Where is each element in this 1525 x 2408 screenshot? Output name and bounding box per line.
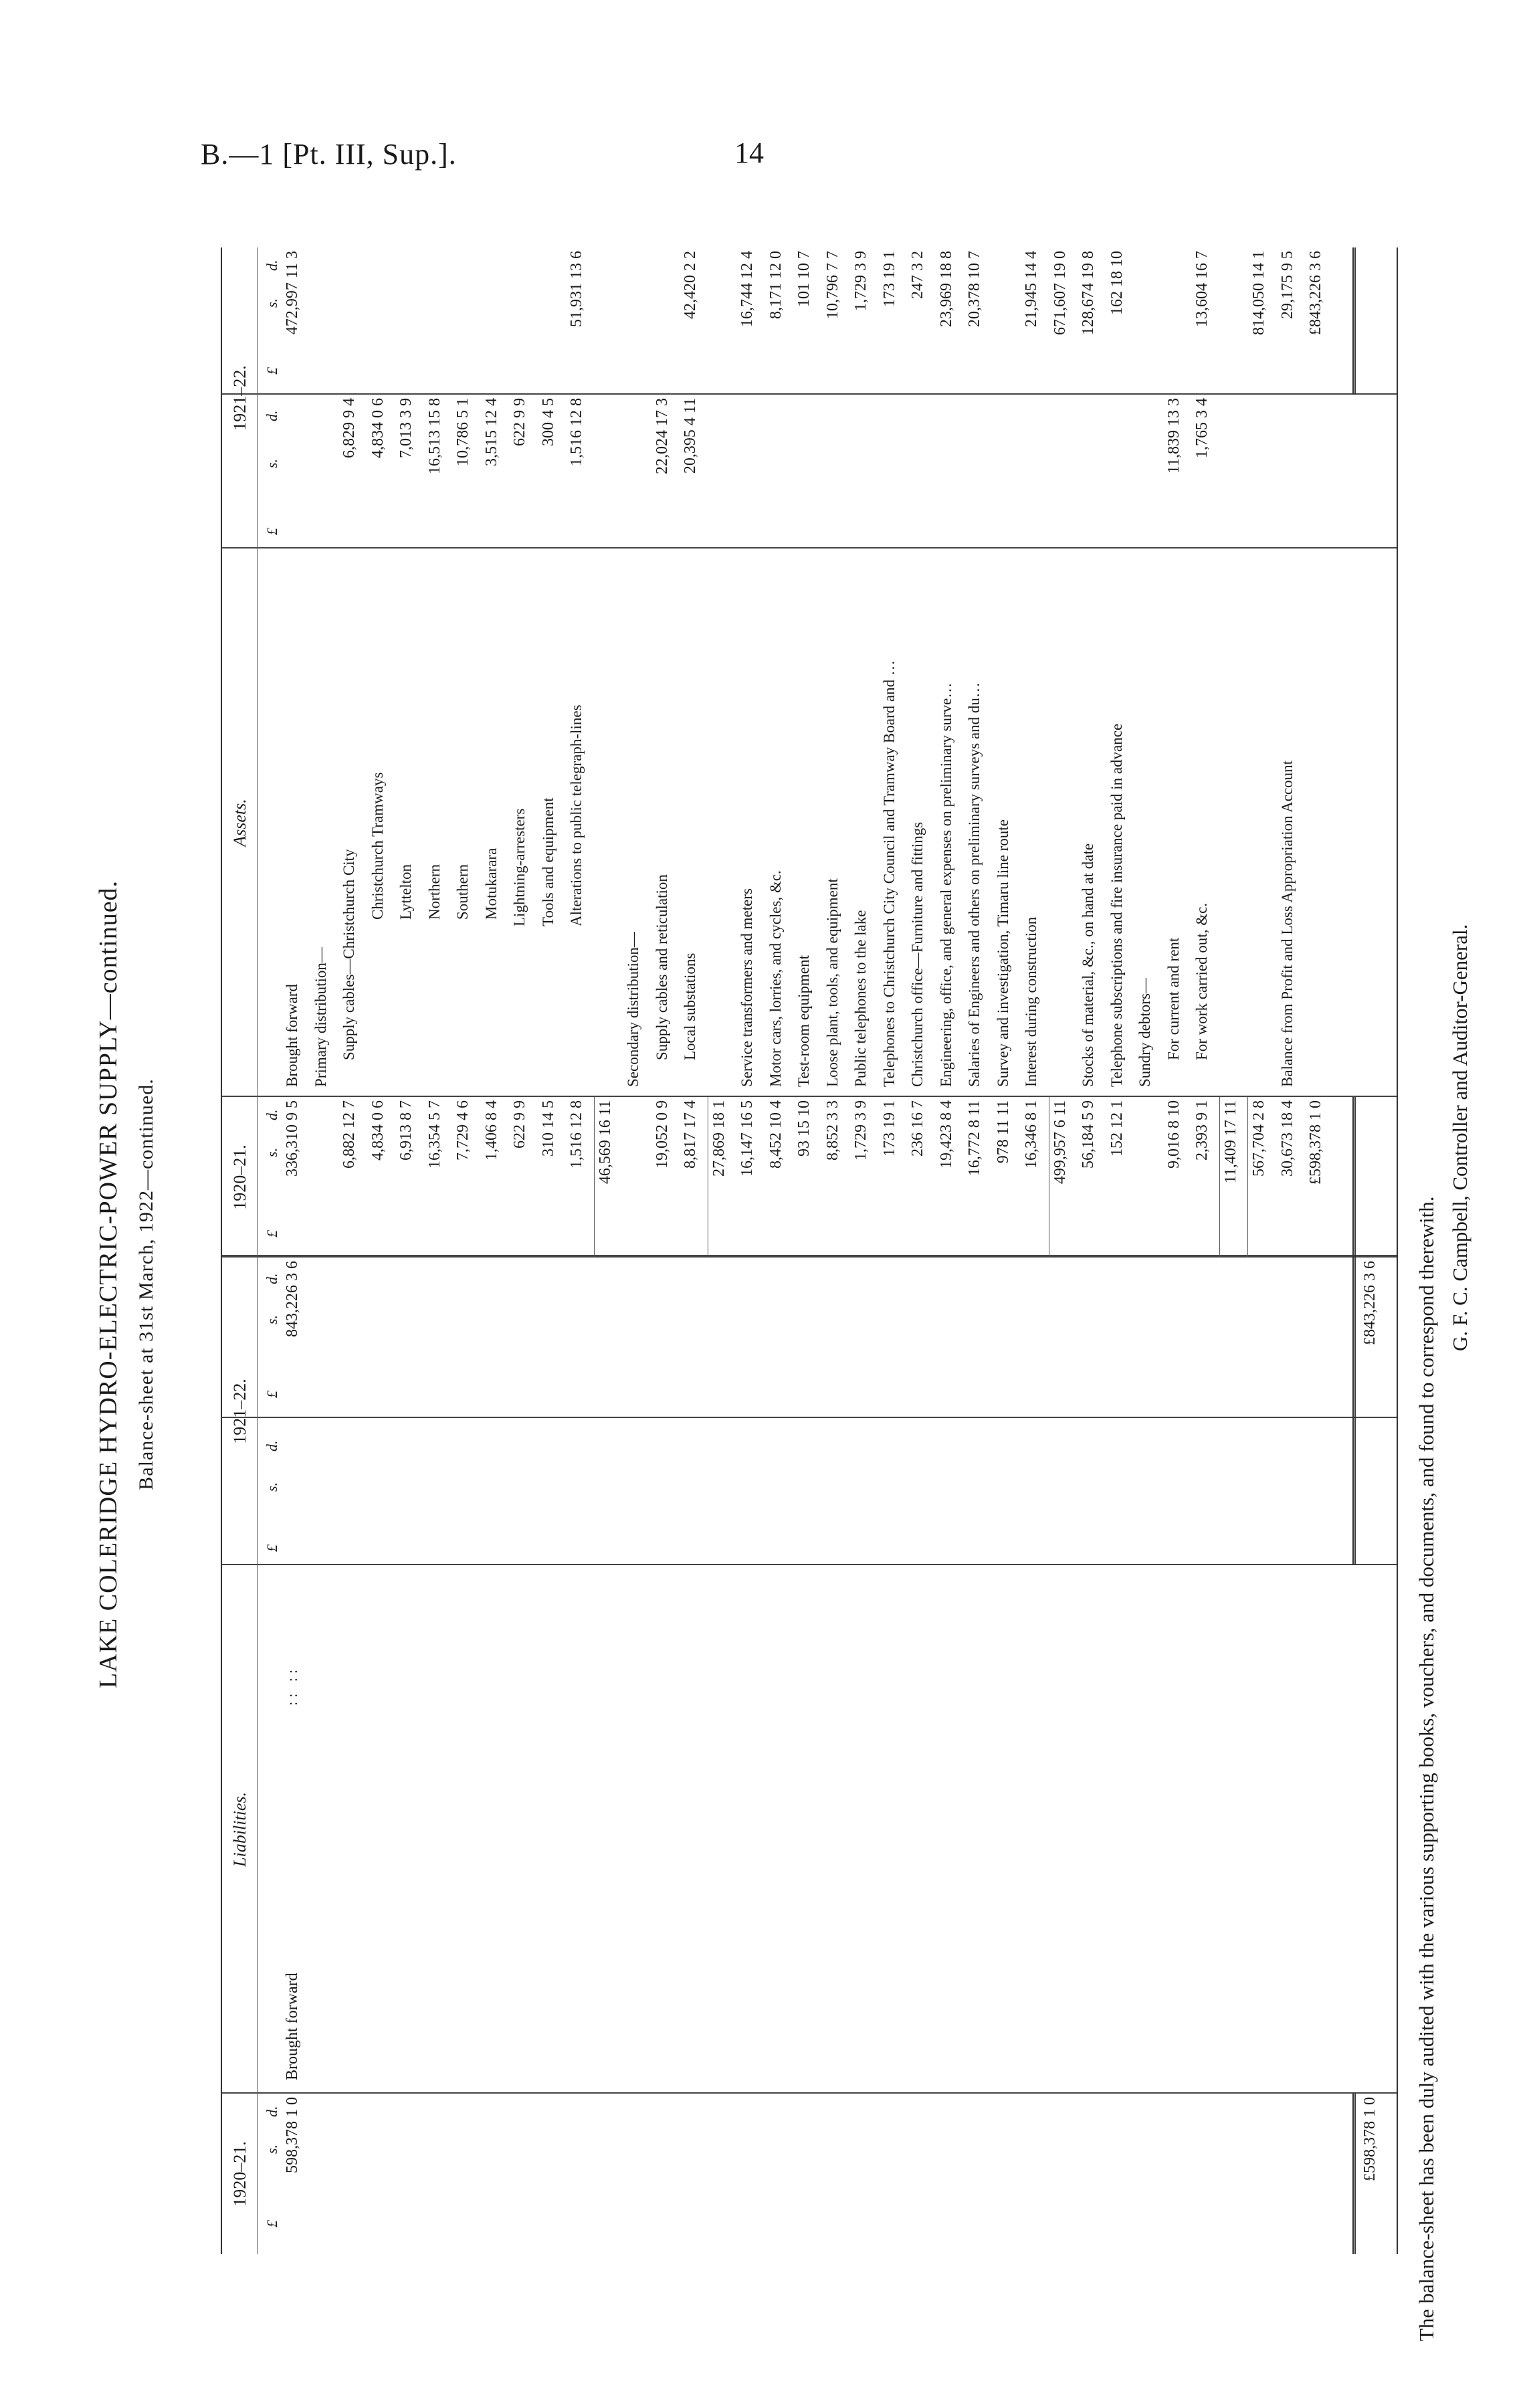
asset-row-label: Test-room equipment [795,955,812,1087]
asset-value-1921: 247 3 2 [909,251,926,299]
total-rule [1352,2094,1356,2254]
asset-value-1920: 9,016 8 10 [1164,1100,1183,1169]
page-header-ref: B.—1 [Pt. III, Sup.]. [201,138,457,171]
asset-value-1920: 16,346 8 1 [1023,1100,1040,1169]
asset-value-1920: 6,882 12 7 [340,1100,358,1169]
unit-pound: £ [264,367,280,375]
asset-value-1920: 11,409 17 11 [1221,1100,1239,1184]
asset-value-1921: 29,175 9 5 [1278,251,1296,319]
unit-shilling: s. [264,1482,280,1492]
asset-subvalue-1921: 6,829 9 4 [340,398,358,458]
asset-value-1921: 101 10 7 [795,251,813,307]
rotated-balance-sheet [80,214,1485,2354]
asset-value-1920: 336,310 9 5 [284,1100,301,1177]
asset-value-1920: 1,729 3 9 [852,1100,870,1161]
asset-value-1921: 128,674 19 8 [1080,251,1097,335]
asset-value-1921: 671,607 19 0 [1051,251,1069,335]
asset-row-label: Alterations to public telegraph-lines [568,704,585,926]
asset-value-1920: 19,423 8 4 [937,1100,955,1169]
asset-value-1920: 236 16 7 [909,1100,926,1157]
asset-row-label: Northern [425,864,443,920]
asset-row-label: Telephone subscriptions and fire insurance paid in advance [1108,723,1125,1087]
unit-pound: £ [264,1544,280,1552]
assets-1921-heading: 1921–22. [230,365,249,431]
liab-1920-heading: 1920–21. [230,2141,249,2207]
asset-value-1921: £843,226 3 6 [1307,251,1324,335]
asset-subvalue-1921: 16,513 15 8 [425,398,443,474]
liab-bf-1921: 843,226 3 6 [284,1261,301,1337]
asset-row-label: Lightning-arresters [511,808,528,926]
asset-row-label: Engineering, office, and general expenses on preliminary surve… [937,682,954,1087]
subtotal-rule [1219,1097,1220,1258]
unit-pence: d. [264,1440,280,1451]
asset-row-label: Primary distribution— [312,947,329,1087]
asset-value-1921: 51,931 13 6 [568,251,585,327]
page-number: 14 [734,136,764,169]
asset-value-1920: 16,147 16 5 [738,1100,756,1177]
header-rule [257,247,258,2254]
asset-subvalue-1921: 11,839 13 3 [1164,398,1183,474]
asset-value-1920: 8,452 10 4 [767,1100,785,1169]
asset-value-1920: 7,729 4 6 [454,1100,472,1161]
asset-row-label: Loose plant, tools, and equipment [823,878,841,1087]
balance-table [221,247,1398,2254]
asset-row-label: Balance from Profit and Loss Appropriation Account [1278,760,1296,1087]
asset-row-label: Salaries of Engineers and others on preliminary surveys and du… [966,682,983,1087]
asset-row-label: Lyttelton [397,864,414,920]
asset-subvalue-1921: 7,013 3 9 [397,398,415,458]
asset-value-1921: 162 18 10 [1108,251,1126,315]
asset-row-label: Supply cables—Christchurch City [340,849,357,1060]
asset-row-label: For work carried out, &c. [1193,902,1210,1060]
unit-pence: d. [264,1273,280,1284]
asset-value-1920: 152 12 1 [1108,1100,1126,1157]
asset-value-1921: 814,050 14 1 [1250,251,1267,335]
unit-pound: £ [264,1230,280,1237]
asset-value-1920: 16,354 5 7 [425,1100,443,1169]
asset-value-1920: 56,184 5 9 [1080,1100,1097,1169]
asset-row-label: Secondary distribution— [625,932,641,1087]
asset-row-label: Local substations [682,952,698,1060]
asset-row-label: Sundry debtors— [1136,978,1153,1087]
col-divider [222,1564,1397,1565]
asset-subvalue-1921: 22,024 17 3 [653,398,671,474]
col-divider [222,2092,1397,2094]
unit-pence: d. [264,2106,280,2117]
asset-value-1921: 1,729 3 9 [852,251,870,311]
asset-subvalue-1921: 3,515 12 4 [482,398,500,466]
asset-value-1921: 472,997 11 3 [284,251,301,335]
asset-value-1920: 4,834 0 6 [369,1100,387,1161]
asset-row-label: Stocks of material, &c., on hand at date [1080,843,1096,1087]
document-subtitle: Balance-sheet at 31st March, 1922—continued. [135,1078,157,1490]
asset-row-label: Motor cars, lorries, and cycles, &c. [767,870,784,1087]
asset-value-1920: 30,673 18 4 [1278,1100,1296,1177]
asset-value-1921: 13,604 16 7 [1193,251,1211,327]
asset-value-1920: 8,817 17 4 [682,1100,699,1169]
asset-row-label: Survey and investigation, Timaru line route [994,819,1011,1087]
asset-value-1920: 567,704 2 8 [1250,1100,1267,1177]
asset-row-label: Telephones to Christchurch City Council and Tramway Board and … [880,660,898,1087]
subtotal-rule [594,1097,595,1258]
asset-value-1921: 42,420 2 2 [682,251,699,319]
col-divider [222,1417,1397,1418]
total-rule [1352,1258,1356,1565]
unit-pound: £ [264,2220,280,2227]
asset-value-1920: 8,852 3 3 [823,1100,841,1161]
liab-bf-1920: 598,378 1 0 [284,2097,301,2173]
asset-value-1921: 173 19 1 [880,251,898,307]
asset-row-label: Service transformers and meters [738,888,755,1087]
unit-shilling: s. [264,458,280,468]
asset-value-1920: 1,406 8 4 [482,1100,500,1161]
asset-value-1920: 6,913 8 7 [397,1100,415,1161]
unit-pence: d. [264,1109,280,1120]
asset-row-label: Christchurch office—Furniture and fittings [909,821,926,1087]
unit-shilling: s. [264,1147,280,1157]
asset-value-1921: 23,969 18 8 [937,251,955,327]
asset-value-1920: 310 14 5 [539,1100,557,1157]
asset-subvalue-1921: 1,516 12 8 [568,398,585,466]
col-divider [222,1096,1397,1097]
audit-note: The balance-sheet has been duly audited with the various supporting books, vouchers, and documents, and found to correspond therewith. [1415,1196,1438,2341]
unit-pence: d. [264,260,280,271]
asset-subvalue-1921: 622 9 9 [511,398,528,446]
asset-row-label: Southern [454,864,471,920]
assets-1920-heading: 1920–21. [230,1144,249,1210]
asset-subvalue-1921: 4,834 0 6 [369,398,387,458]
leader-dots: :: :: [284,1666,300,1706]
asset-row-label: Brought forward [284,984,300,1087]
unit-pound: £ [264,1391,280,1398]
asset-value-1920: 622 9 9 [511,1100,528,1148]
total-rule [1352,1097,1356,1258]
unit-shilling: s. [264,1314,280,1324]
asset-value-1920: 1,516 12 8 [568,1100,585,1169]
assets-heading: Assets. [230,799,249,847]
asset-value-1921: 16,744 12 4 [738,251,756,327]
asset-value-1920: 2,393 9 1 [1193,1100,1211,1161]
document-title: LAKE COLERIDGE HYDRO-ELECTRIC-POWER SUPPLY—continued. [94,880,122,1689]
asset-row-label: For current and rent [1164,937,1182,1060]
asset-value-1920: 19,052 0 9 [653,1100,671,1169]
total-rule [1352,247,1356,395]
asset-value-1920: 27,869 18 1 [710,1100,728,1177]
subtotal-rule [1247,1097,1248,1258]
liab-total-1920: £598,378 1 0 [1361,2097,1379,2181]
asset-value-1920: 978 11 11 [994,1100,1012,1164]
asset-value-1920: 173 19 1 [880,1100,898,1157]
unit-pound: £ [264,528,280,535]
asset-subvalue-1921: 10,786 5 1 [454,398,472,466]
liab-1921-heading: 1921–22. [230,1379,249,1444]
unit-shilling: s. [264,298,280,308]
asset-value-1921: 8,171 12 0 [767,251,785,319]
asset-value-1920: 16,772 8 11 [966,1100,983,1177]
liab-bf-label: Brought forward [284,1973,301,2080]
asset-row-label: Supply cables and reticulation [653,874,670,1060]
asset-value-1920: 46,569 16 11 [596,1100,614,1185]
asset-value-1920: 499,957 6 11 [1051,1100,1069,1185]
asset-value-1921: 10,796 7 7 [823,251,841,319]
asset-subvalue-1921: 300 4 5 [539,398,557,446]
unit-pence: d. [264,410,280,421]
liab-total-1921: £843,226 3 6 [1361,1261,1379,1345]
asset-value-1921: 21,945 14 4 [1023,251,1040,327]
asset-value-1920: £598,378 1 0 [1307,1100,1324,1185]
asset-value-1921: 20,378 10 7 [966,251,983,327]
unit-shilling: s. [264,2144,280,2154]
asset-value-1920: 93 15 10 [795,1100,813,1157]
asset-row-label: Christchurch Tramways [369,772,386,920]
asset-row-label: Interest during construction [1023,916,1039,1087]
liabilities-heading: Liabilities. [230,1792,249,1867]
asset-subvalue-1921: 20,395 4 11 [682,398,699,474]
asset-row-label: Tools and equipment [539,797,556,926]
asset-row-label: Motukarara [482,847,500,920]
asset-row-label: Public telephones to the lake [852,910,869,1087]
asset-subvalue-1921: 1,765 3 4 [1193,398,1211,458]
auditor-signature: G. F. C. Campbell, Controller and Auditor-General. [1448,924,1471,1351]
